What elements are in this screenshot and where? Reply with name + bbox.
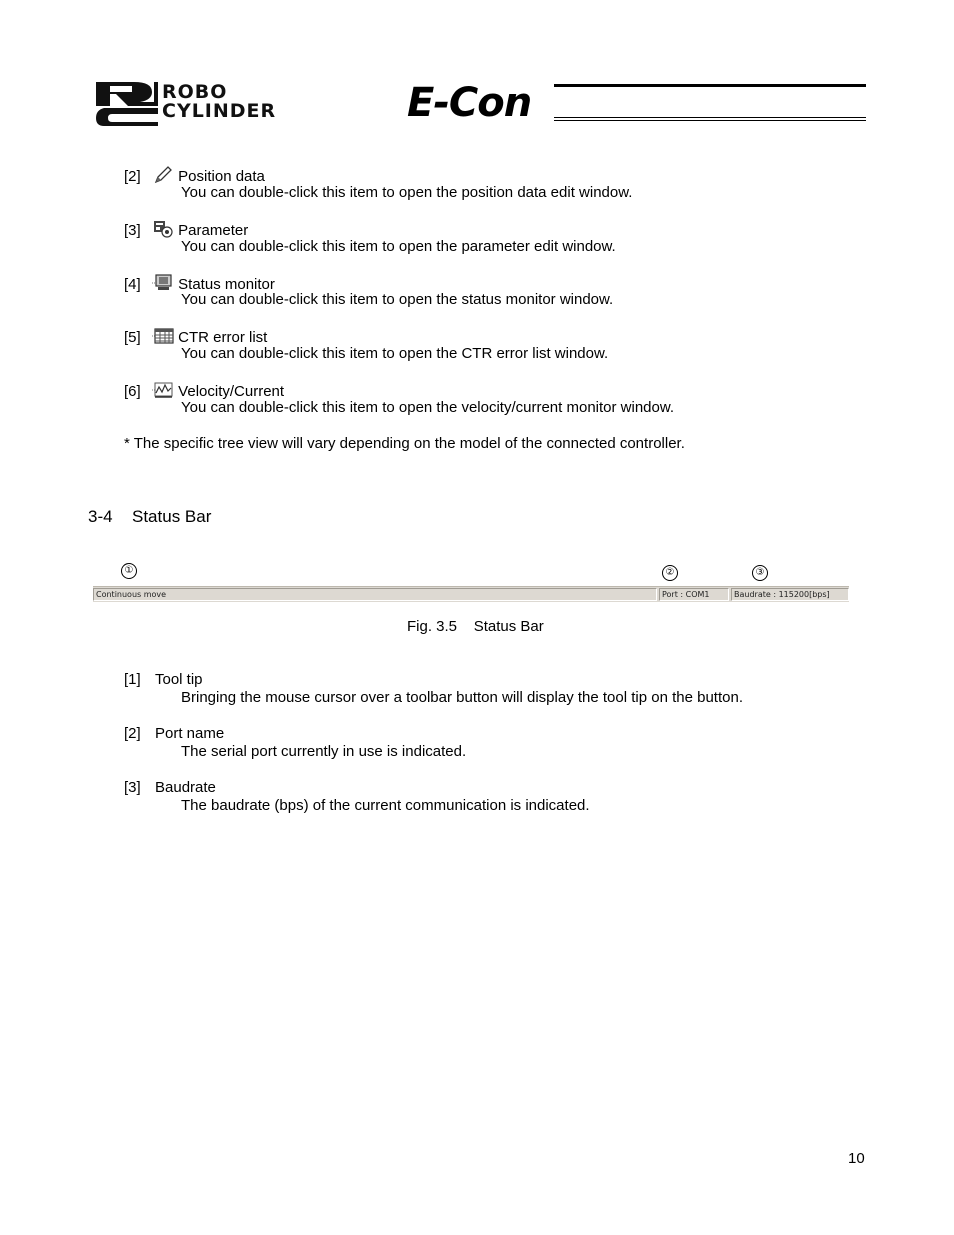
item-description: You can double-click this item to open the status monitor window. [181,291,614,308]
item-number: [3] [124,779,141,796]
section-number: 3-4 [88,507,113,526]
product-logo: E-Con [407,80,532,126]
item-label: Velocity/Current [178,383,285,400]
status-pane-port: Port : COM1 [659,588,729,601]
item-number: [4] [124,276,141,293]
item-description: The serial port currently in use is indicated. [181,743,467,760]
item-number: [2] [124,168,141,185]
section-title: Status Bar [132,507,212,526]
logo-line2: CYLINDER [162,100,277,122]
tree-item-parameter [124,220,248,240]
item-label: Port name [155,725,225,742]
tree-item-velocity-current [124,381,284,401]
tree-view-note: * The specific tree view will vary depending on the model of the connected controller. [124,435,685,452]
item-number: [5] [124,329,141,346]
item-description: Bringing the mouse cursor over a toolbar button will display the tool tip on the button. [181,689,743,706]
robo-cylinder-logo [94,80,160,126]
item-label: Tool tip [155,671,203,688]
status-item-tool-tip [124,671,203,689]
list-icon [152,327,174,345]
item-description: You can double-click this item to open the position data edit window. [181,184,633,201]
tree-item-position-data [124,166,265,186]
item-label: Parameter [178,222,249,239]
marker-2: ② [662,565,678,581]
item-label: Baudrate [155,779,216,796]
item-number: [3] [124,222,141,239]
section-heading [88,507,211,527]
graph-icon [152,381,174,399]
status-item-port-name [124,725,224,743]
marker-1: ① [121,563,137,579]
item-label: Status monitor [178,276,275,293]
tree-item-ctr-error-list [124,327,267,347]
item-label: Position data [178,168,265,185]
status-bar [93,586,849,602]
item-number: [2] [124,725,141,742]
pencil-icon [152,166,174,184]
item-description: The baudrate (bps) of the current communication is indicated. [181,797,590,814]
status-item-baudrate [124,779,216,797]
item-label: CTR error list [178,329,268,346]
status-pane-baudrate: Baudrate : 115200[bps] [731,588,849,601]
monitor-icon [152,274,174,292]
item-description: You can double-click this item to open the velocity/current monitor window. [181,399,675,416]
item-description: You can double-click this item to open the parameter edit window. [181,238,616,255]
figure-caption: Fig. 3.5 Status Bar [407,618,544,635]
logo-line1: ROBO [162,81,228,103]
logo-text [162,83,276,121]
item-description: You can double-click this item to open the CTR error list window. [181,345,609,362]
header-rule [554,117,866,118]
header-rule [554,120,866,121]
page-number: 10 [848,1150,865,1167]
parameter-icon [152,220,174,238]
header-rule [554,84,866,87]
marker-3: ③ [752,565,768,581]
page-header [94,80,866,126]
item-number: [1] [124,671,141,688]
item-number: [6] [124,383,141,400]
status-pane-tooltip: Continuous move [93,588,657,601]
